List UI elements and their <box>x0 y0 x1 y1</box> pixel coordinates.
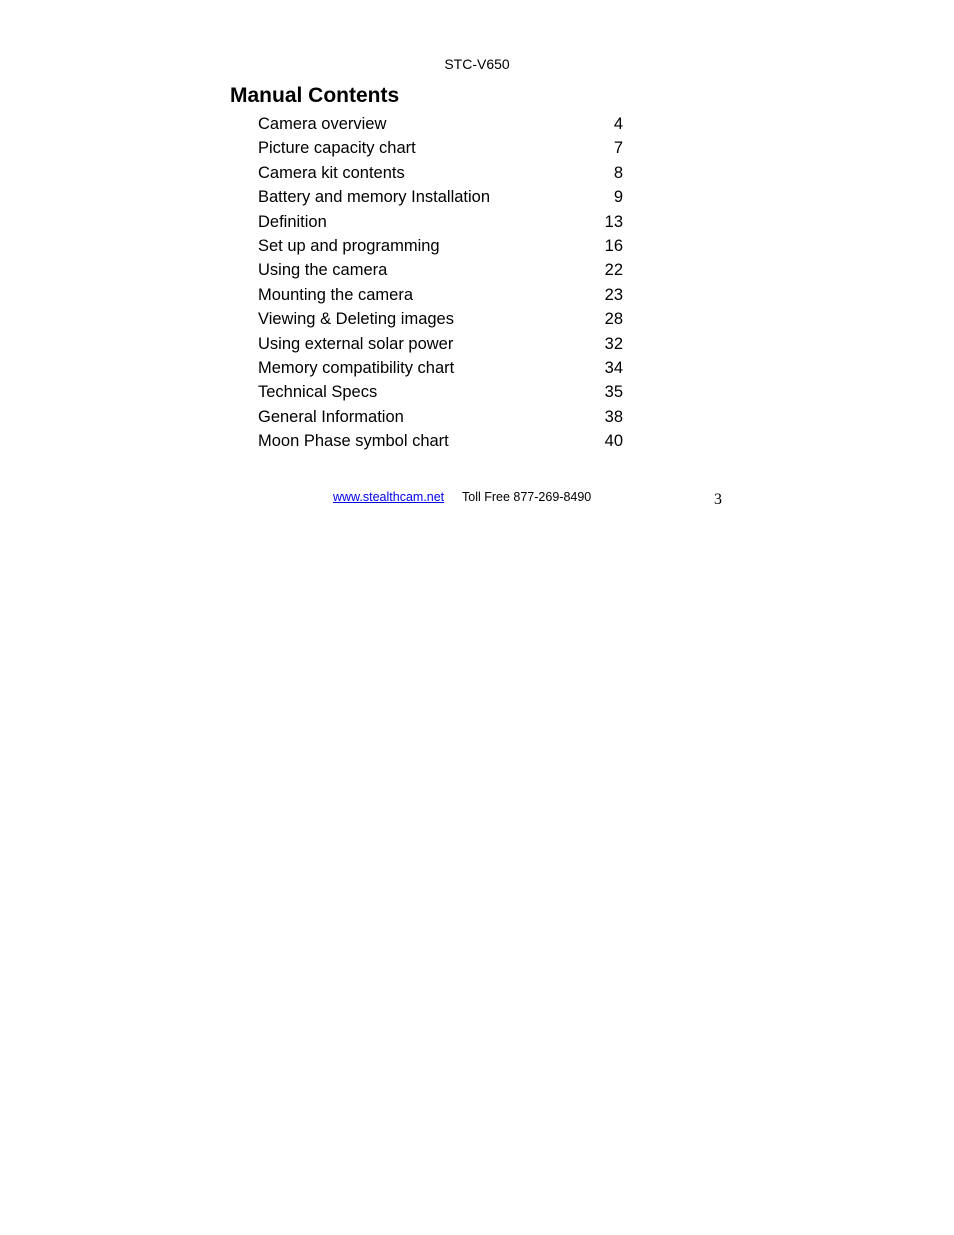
toc-entry[interactable] <box>258 283 623 307</box>
toc-entry-label: General Information <box>258 407 404 426</box>
toc-entry[interactable] <box>258 380 623 404</box>
toc-entry[interactable] <box>258 161 623 185</box>
toc-entry-page: 28 <box>604 310 623 329</box>
toc-entry-page: 13 <box>604 212 623 231</box>
toc-entry-label: Memory compatibility chart <box>258 358 455 377</box>
toc-entry[interactable] <box>258 210 623 234</box>
toc-entry[interactable] <box>258 136 623 160</box>
toc-entry-label: Battery and memory Installation <box>258 188 491 207</box>
toc-entry-label: Moon Phase symbol chart <box>258 432 449 451</box>
toc-entry[interactable] <box>258 258 623 282</box>
toc-entry-page: 4 <box>613 115 623 133</box>
toc-entry-label: Using the camera <box>258 261 388 280</box>
toc-entry-page: 8 <box>613 163 623 182</box>
toc-entry[interactable] <box>258 429 623 453</box>
toc-entry-page: 22 <box>604 261 623 280</box>
toc-entry-label: Mounting the camera <box>258 285 414 304</box>
toc-entry-label: Definition <box>258 212 327 231</box>
toc-entry[interactable] <box>258 405 623 429</box>
toc-entry[interactable] <box>258 112 623 136</box>
toc-entry-label: Picture capacity chart <box>258 139 416 158</box>
document-header-model: STC-V650 <box>444 56 510 72</box>
toc-entry[interactable] <box>258 307 623 331</box>
toc-list <box>258 112 623 453</box>
toc-entry-page: 40 <box>604 432 623 451</box>
toc-entry-page: 35 <box>604 383 623 402</box>
toll-free-phone: Toll Free 877-269-8490 <box>462 490 592 504</box>
toc-entry-page: 23 <box>604 285 623 304</box>
toc-entry-label: Viewing & Deleting images <box>258 310 454 329</box>
toc-entry-label: Technical Specs <box>258 383 378 402</box>
toc-entry[interactable] <box>258 185 623 209</box>
toc-entry[interactable] <box>258 332 623 356</box>
toc-entry[interactable] <box>258 356 623 380</box>
page-number: 3 <box>714 491 722 508</box>
toc-entry-label: Using external solar power <box>258 334 454 353</box>
toc-entry-page: 32 <box>604 334 623 353</box>
toc-entry-page: 34 <box>604 358 623 377</box>
toc-title: Manual Contents <box>230 84 400 107</box>
toc-entry-page: 9 <box>613 188 623 207</box>
toc-entry-label: Set up and programming <box>258 236 440 255</box>
toc-entry-page: 16 <box>604 236 623 255</box>
toc-entry-label: Camera kit contents <box>258 163 405 182</box>
toc-entry-page: 7 <box>613 139 623 158</box>
website-link[interactable]: www.stealthcam.net <box>333 490 445 504</box>
toc-entry-label: Camera overview <box>258 115 387 133</box>
toc-entry[interactable] <box>258 234 623 258</box>
toc-entry-page: 38 <box>604 407 623 426</box>
